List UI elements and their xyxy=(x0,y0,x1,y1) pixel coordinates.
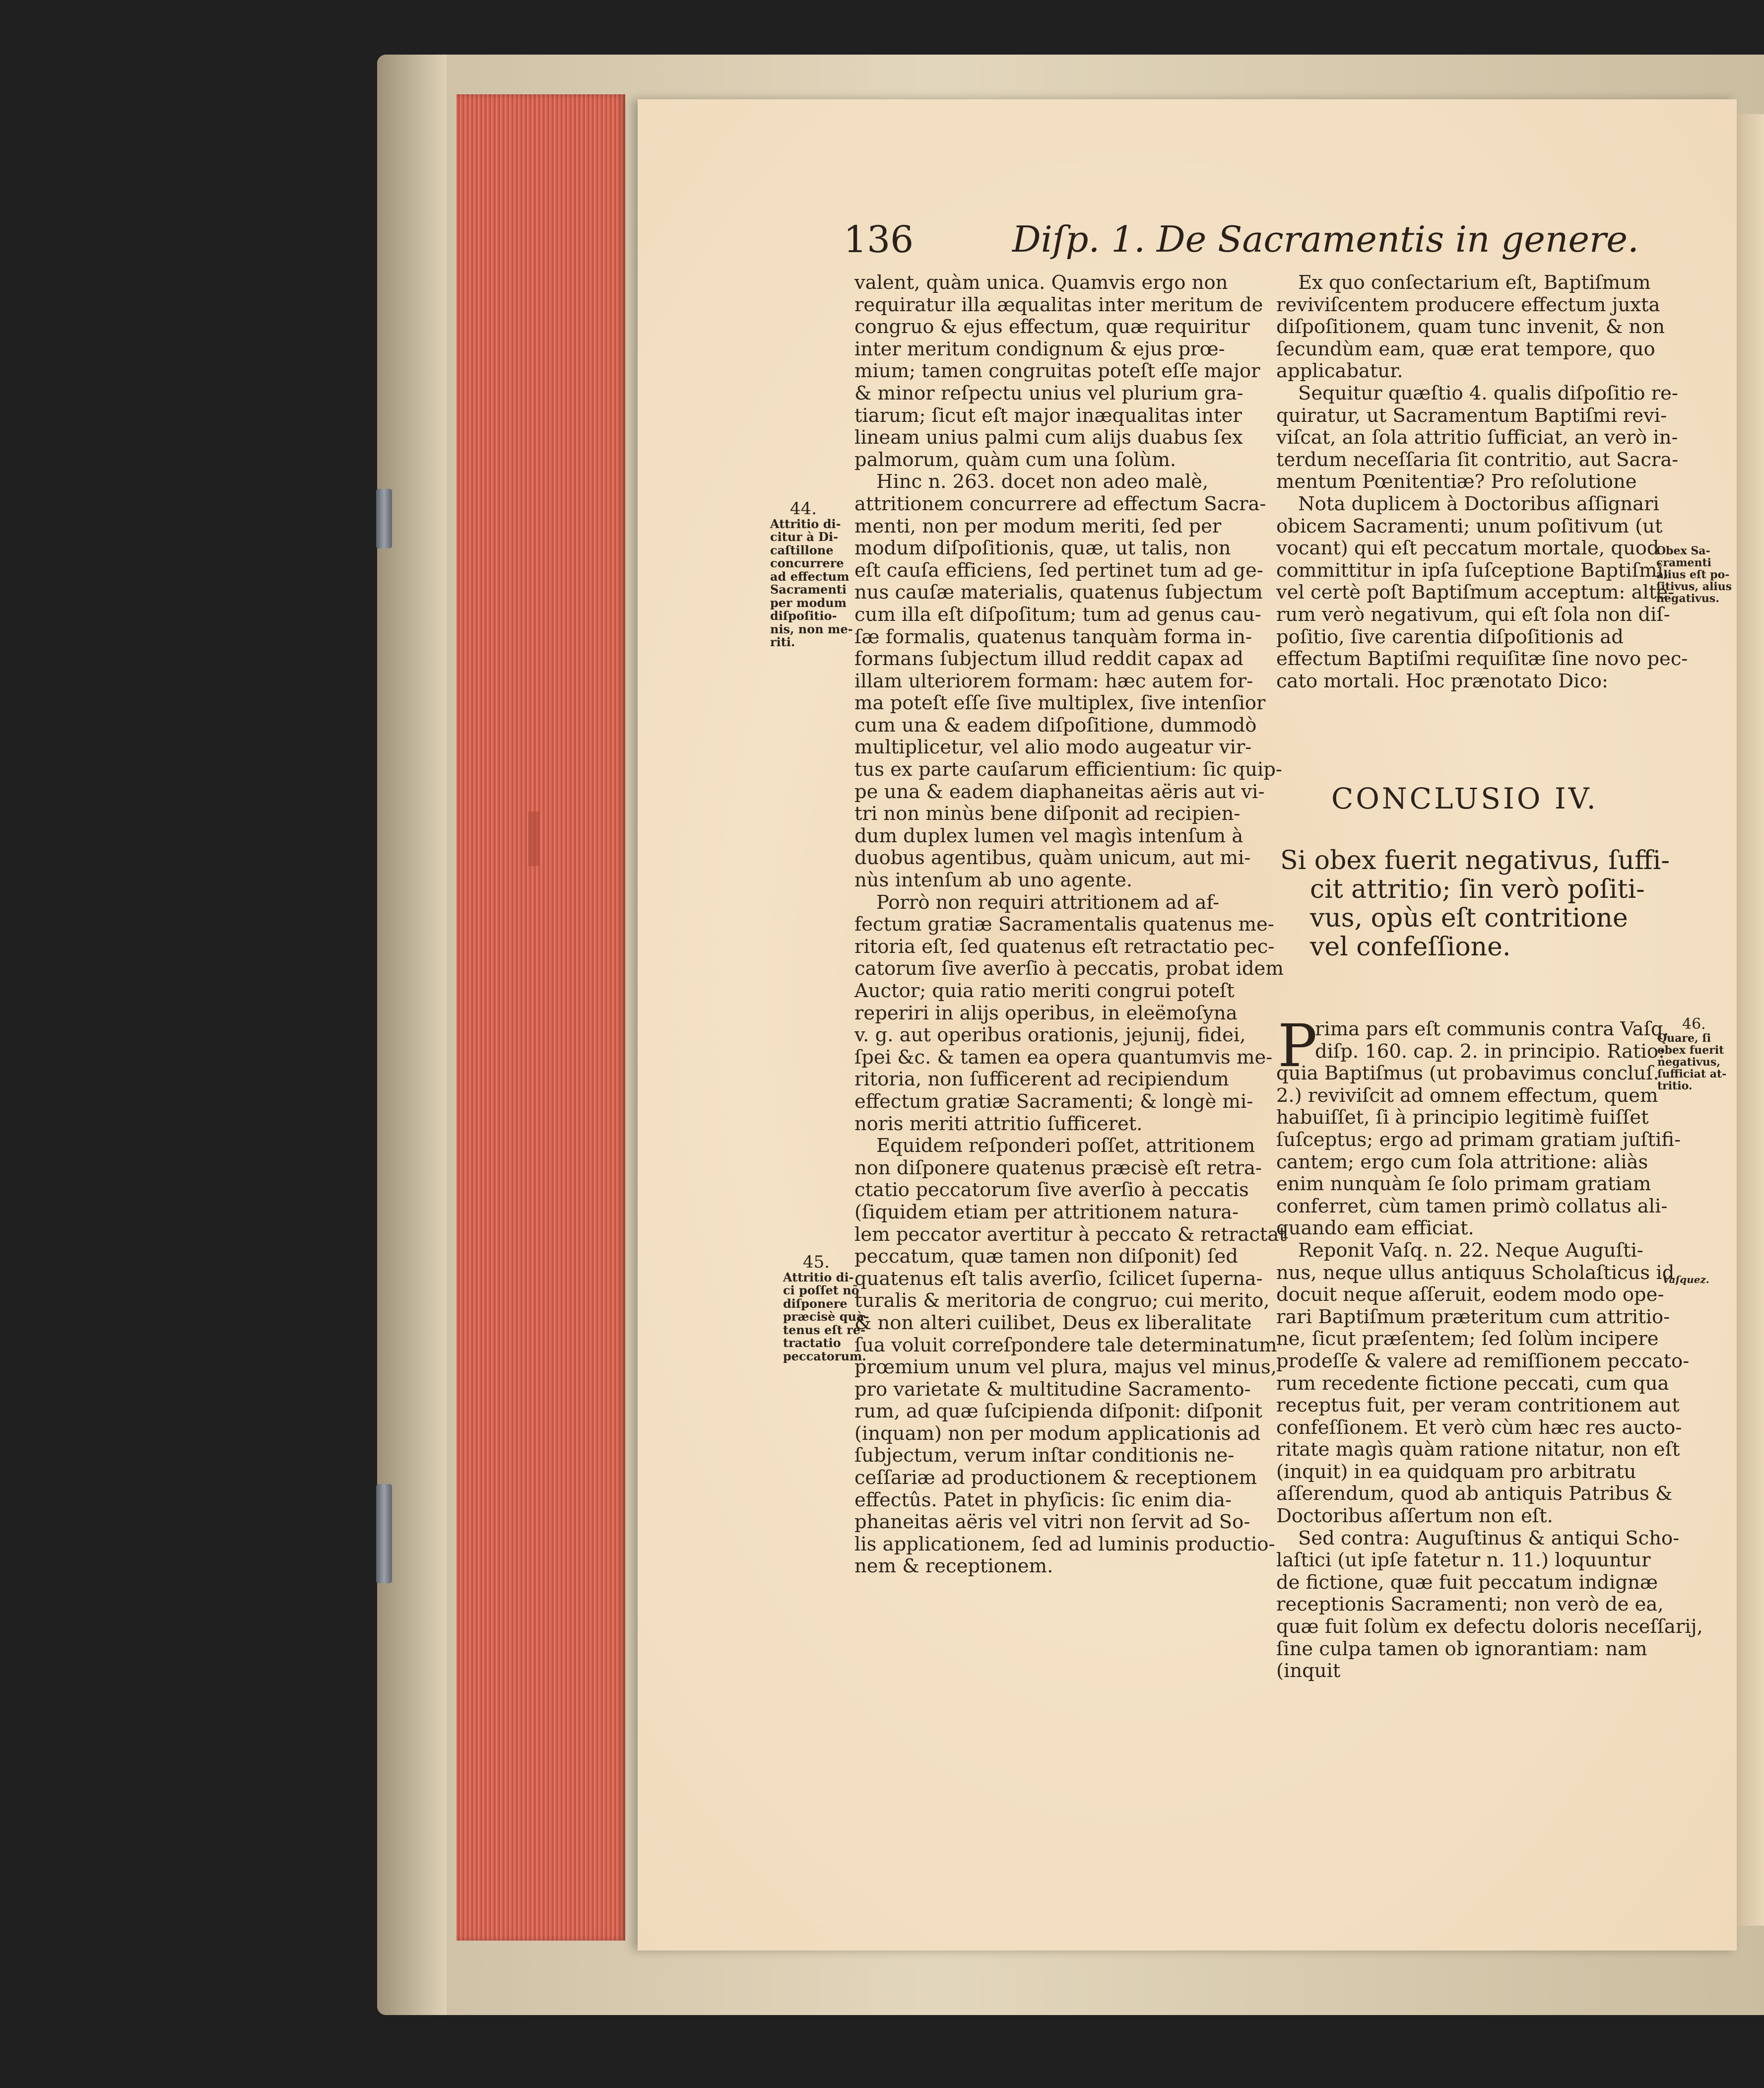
text-line: cum illa eſt diſpoſitum; tum ad genus cau- xyxy=(854,603,1261,626)
text-line: ritoria eſt, ſed quatenus eſt retractatio pec- xyxy=(854,935,1275,958)
text-line: catorum ſive averſio à peccatis, probat idem xyxy=(854,957,1284,980)
left-column xyxy=(854,271,1287,1578)
text-line: mium; tamen congruitas poteſt eſſe major xyxy=(854,360,1260,383)
text-line: receptus fuit, per veram contritionem aut xyxy=(1276,1394,1680,1417)
marginal-line: Obex Sa- xyxy=(1656,544,1710,557)
conclusio-heading: CONCLUSIO IV. xyxy=(1331,782,1598,815)
marginal-line: peccatorum. xyxy=(783,1348,866,1363)
marginal-note-obex xyxy=(1656,545,1732,605)
text-line: non diſponere quatenus præcisè eſt retra- xyxy=(854,1156,1262,1179)
text-line: cantem; ergo cum ſola attritione: aliàs xyxy=(1276,1150,1648,1173)
text-line: inter meritum condignum & ejus prœ- xyxy=(854,337,1225,360)
page-number: 136 xyxy=(844,218,914,261)
marginal-line: alius eſt po- xyxy=(1656,568,1730,581)
marginal-line: citur à Di- xyxy=(770,530,839,544)
text-line: turalis & meritoria de congruo; cui merito, xyxy=(854,1289,1270,1312)
text-line: vus, opùs eſt contritione xyxy=(1310,903,1628,933)
text-line: effectum Baptiſmi requiſitæ ſine novo pec- xyxy=(1276,648,1688,671)
text-line: modum diſpoſitionis, quæ, ut talis, non xyxy=(854,537,1231,560)
text-line: rari Baptiſmum præteritum cum attritio- xyxy=(1276,1305,1670,1328)
marginal-line: ad effectum xyxy=(770,569,849,584)
text-line: rum, ad quæ ſuſcipienda diſponit: diſponit xyxy=(854,1400,1262,1423)
marginal-line: præcisè quà- xyxy=(783,1309,869,1324)
text-line: (inquit) in ea quidquam pro arbitratu xyxy=(1276,1460,1636,1483)
text-line: ſecundùm eam, quæ erat tempore, quo xyxy=(1276,337,1655,360)
text-line: lineam unius palmi cum alijs duabus ſex xyxy=(854,426,1243,449)
marginal-line: Sacramenti xyxy=(770,582,847,597)
marginal-note-vasquez xyxy=(1662,1273,1709,1286)
text-line: Sequitur quæſtio 4. qualis diſpoſitio re- xyxy=(1298,382,1678,404)
marginal-line: diſponere xyxy=(783,1296,848,1311)
text-line: illam ulteriorem formam: hæc autem for- xyxy=(854,670,1253,692)
text-line: v. g. aut operibus orationis, jejunij, fidei, xyxy=(854,1024,1246,1047)
marginal-note-45 xyxy=(783,1252,869,1363)
marginal-line: per modum xyxy=(770,595,847,610)
marginal-line: Vaſquez. xyxy=(1662,1274,1709,1285)
text-line: nus cauſæ materialis, quatenus ſubjectum xyxy=(854,581,1263,604)
text-line: ne, ſicut præſentem; ſed ſolùm incipere xyxy=(1276,1328,1659,1350)
text-line: mentum Pœnitentiæ? Pro reſolutione xyxy=(1276,471,1637,493)
text-line: lem peccator avertitur à peccato & retractat xyxy=(854,1223,1287,1246)
edge-mark xyxy=(528,811,539,866)
marginal-note-44 xyxy=(770,499,853,649)
text-line: dum duplex lumen vel magìs intenſum à xyxy=(854,824,1243,847)
text-line: Reponit Vaſq. n. 22. Neque Auguſti- xyxy=(1298,1239,1643,1262)
running-head xyxy=(844,218,1639,263)
text-line: cum una & eadem diſpoſitione, dummodò xyxy=(854,714,1257,737)
text-line: Equidem reſponderi poſſet, attritionem xyxy=(876,1135,1255,1157)
marginal-number: 46. xyxy=(1682,1015,1706,1033)
text-line: Sed contra: Auguſtinus & antiqui Scho- xyxy=(1298,1527,1680,1549)
text-line: peccatum, quæ tamen non diſponit) ſed xyxy=(854,1245,1238,1268)
red-page-edges xyxy=(457,94,625,1941)
text-line: Doctoribus aſſertum non eſt. xyxy=(1276,1505,1553,1528)
text-line: ſpei &c. & tamen ea opera quantumvis me- xyxy=(854,1046,1273,1069)
text-line: nus, neque ullus antiquus Scholaſticus id xyxy=(1276,1261,1675,1284)
marginal-line: ci poſſet nõ xyxy=(783,1283,859,1297)
text-line: phaneitas aëris vel vitri non ſervit ad So- xyxy=(854,1511,1250,1534)
text-line: conferret, cùm tamen primò collatus ali- xyxy=(1276,1195,1668,1217)
text-line: quando eam efficiat. xyxy=(1276,1217,1474,1240)
text-line: pe una & eadem diaphaneitas aëris aut vi- xyxy=(854,780,1265,803)
text-line: nem & receptionem. xyxy=(854,1555,1053,1578)
text-line: (ſiquidem etiam per attritionem natura- xyxy=(854,1201,1239,1223)
text-line: quæ fuit ſolùm ex defectu doloris neceſſarij, xyxy=(1276,1616,1703,1638)
text-line: cato mortali. Hoc prænotato Dico: xyxy=(1276,670,1608,692)
text-line: & non alteri cuilibet, Deus ex liberalitate xyxy=(854,1311,1252,1334)
text-line: viſcat, an ſola attritio ſufficiat, an verò in- xyxy=(1276,426,1678,449)
text-line: committitur in ipſa ſuſceptione Baptiſmi, xyxy=(1276,559,1670,582)
text-line: tiarum; ſicut eſt major inæqualitas inter xyxy=(854,404,1242,427)
text-line: habuiſſet, ſi à principio legitimè fuiſſet xyxy=(1276,1106,1649,1129)
text-line: formans ſubjectum illud reddit capax ad xyxy=(854,648,1243,671)
text-line: Auctor; quia ratio meriti congrui poteſt xyxy=(854,980,1235,1002)
text-line: congruo & ejus effectum, quæ requiritur xyxy=(854,316,1250,338)
text-line: reperiri in alijs operibus, in eleëmoſyna xyxy=(854,1002,1238,1024)
text-line: & minor reſpectu unius vel plurium gra- xyxy=(854,382,1243,404)
text-line: tri non minùs bene diſponit ad recipien- xyxy=(854,803,1241,825)
marginal-line: ſufficiat at- xyxy=(1657,1068,1727,1080)
text-line: reviviſcentem producere effectum juxta xyxy=(1276,293,1660,316)
text-line: Hinc n. 263. docet non adeo malè, xyxy=(876,471,1209,493)
drop-cap: P xyxy=(1278,1011,1317,1080)
marginal-line: negativus. xyxy=(1656,592,1719,605)
text-line: ritate magìs quàm ratione nitatur, non eſt xyxy=(1276,1438,1680,1461)
text-line: ſua voluit correſpondere tale determinatum xyxy=(854,1334,1277,1356)
text-line: vel confeſſione. xyxy=(1310,932,1511,962)
running-title: Diſp. 1. De Sacramentis in genere. xyxy=(1012,218,1639,260)
text-line: ſæ formalis, quatenus tanquàm forma in- xyxy=(854,625,1252,648)
marginal-line: caſtillone xyxy=(770,542,834,557)
text-line: ctatio peccatorum ſive averſio à peccatis xyxy=(854,1179,1249,1202)
text-line: applicabatur. xyxy=(1276,360,1403,383)
text-line: ritoria, non ſufficerent ad recipiendum xyxy=(854,1068,1229,1091)
clasp-upper xyxy=(376,489,392,548)
text-line: docuit neque aſſeruit, eodem modo ope- xyxy=(1276,1283,1664,1306)
marginal-line: Quare, ſi xyxy=(1657,1032,1711,1045)
text-line: ma poteſt eſſe ſive multiplex, ſive intenſior xyxy=(854,692,1266,715)
text-line: (inquit xyxy=(1276,1660,1341,1683)
text-line: requiratur illa æqualitas inter meritum de xyxy=(854,293,1263,316)
text-line: nùs intenſum ab uno agente. xyxy=(854,869,1133,892)
text-line: noris meriti attritio ſufficeret. xyxy=(854,1112,1143,1135)
text-line: rum recedente fictione peccati, cum qua xyxy=(1276,1372,1669,1395)
text-line: vel certè poſt Baptiſmum acceptum: alte- xyxy=(1276,581,1675,604)
text-line: rima pars eſt communis contra Vaſq. xyxy=(1315,1018,1669,1040)
text-line: effectûs. Patet in phyſicis: ſic enim dia- xyxy=(854,1488,1232,1511)
text-line: poſitio, ſive carentia diſpoſitionis ad xyxy=(1276,625,1624,648)
text-line: vocant) qui eſt peccatum mortale, quod xyxy=(1276,537,1659,560)
text-line: confeſſionem. Et verò cùm hæc res aucto- xyxy=(1276,1416,1682,1439)
text-line: receptionis Sacramenti; non verò de ea, xyxy=(1276,1593,1664,1616)
text-line: cit attritio; ſin verò poſiti- xyxy=(1310,875,1645,904)
text-line: lis applicationem, ſed ad luminis productio- xyxy=(854,1533,1275,1555)
text-line: enim nunquàm ſe ſolo primam gratiam xyxy=(1276,1173,1651,1196)
text-line: ceſſariæ ad productionem & receptionem xyxy=(854,1467,1257,1489)
marginal-line: riti. xyxy=(770,635,795,649)
text-line: ſine culpa tamen ob ignorantiam: nam xyxy=(1276,1637,1647,1660)
text-line: prœmium unum vel plura, majus vel minus, xyxy=(854,1356,1277,1379)
marginal-line: negativus, xyxy=(1657,1056,1720,1069)
text-line: Si obex fuerit negativus, ſuffi- xyxy=(1280,846,1670,876)
text-line: pro varietate & multitudine Sacramento- xyxy=(854,1378,1251,1401)
text-line: (inquam) non per modum applicationis ad xyxy=(854,1422,1261,1445)
text-line: Porrò non requiri attritionem ad af- xyxy=(876,891,1220,914)
text-line: eſt cauſa efficiens, ſed pertinet tum ad ge- xyxy=(854,559,1263,582)
text-line: obicem Sacramenti; unum poſitivum (ut xyxy=(1276,515,1663,538)
text-line: diſpoſitionem, quam tunc invenit, & non xyxy=(1276,316,1665,338)
text-line: Nota duplicem à Doctoribus aſſignari xyxy=(1298,492,1659,515)
marginal-line: cramenti xyxy=(1656,556,1712,569)
marginal-line: concurrere xyxy=(770,556,844,570)
marginal-line: nis, non me- xyxy=(770,621,853,636)
text-line: valent, quàm unica. Quamvis ergo non xyxy=(854,271,1228,294)
text-line: diſp. 160. cap. 2. in principio. Ratio: xyxy=(1315,1040,1665,1063)
marginal-line: Attritio di- xyxy=(770,516,841,531)
text-line: laſtici (ut ipſe fatetur n. 11.) loquuntur xyxy=(1276,1549,1651,1572)
text-line: prodeſſe & valere ad remiſſionem peccato- xyxy=(1276,1349,1690,1372)
marginal-note-46 xyxy=(1657,1015,1727,1092)
text-line: fectum gratiæ Sacramentalis quatenus me- xyxy=(854,913,1274,936)
marginal-line: tenus eſt re- xyxy=(783,1322,866,1337)
text-line: quia Baptiſmus (ut probavimus concluſ. xyxy=(1276,1062,1659,1085)
text-line: tus ex parte cauſarum efficientium: ſic quip- xyxy=(854,758,1282,781)
text-line: duobus agentibus, quàm unicum, aut mi- xyxy=(854,847,1251,870)
text-line: quatenus eſt talis averſio, ſcilicet ſuperna- xyxy=(854,1267,1263,1290)
marginal-line: tractatio xyxy=(783,1336,841,1350)
text-line: de fictione, quæ fuit peccatum indignæ xyxy=(1276,1571,1658,1594)
text-line: aſſerendum, quod ab antiquis Patribus & xyxy=(1276,1482,1673,1505)
text-line: quiratur, ut Sacramentum Baptiſmi revi- xyxy=(1276,404,1667,427)
text-line: ſuſceptus; ergo ad primam gratiam juſtifi- xyxy=(1276,1128,1681,1151)
clasp-lower xyxy=(376,1484,392,1583)
marginal-line: ſitivus, alius xyxy=(1656,580,1732,593)
marginal-number: 45. xyxy=(803,1252,830,1272)
marginal-line: diſpoſitio- xyxy=(770,608,837,623)
marginal-line: tritio. xyxy=(1657,1079,1693,1092)
text-line: Ex quo conſectarium eſt, Baptiſmum xyxy=(1298,271,1651,294)
text-line: attritionem concurrere ad effectum Sacra- xyxy=(854,492,1266,515)
marginal-line: Attritio di- xyxy=(783,1270,854,1284)
text-line: menti, non per modum meriti, ſed per xyxy=(854,515,1222,538)
text-line: rum verò negativum, qui eſt ſola non diſ- xyxy=(1276,603,1670,626)
marginal-line: obex fuerit xyxy=(1657,1044,1724,1057)
text-line: multiplicetur, vel alio modo augeatur vir- xyxy=(854,736,1252,759)
conclusio-statement xyxy=(1280,846,1670,962)
text-line: terdum neceſſaria ſit contritio, aut Sacra- xyxy=(1276,448,1679,471)
text-line: ſubjectum, verum inſtar conditionis ne- xyxy=(854,1444,1235,1467)
marginal-number: 44. xyxy=(790,499,817,519)
text-line: 2.) reviviſcit ad omnem effectum, quem xyxy=(1276,1084,1658,1107)
book-spine xyxy=(377,55,447,2015)
text-line: effectum gratiæ Sacramenti; & longè mi- xyxy=(854,1090,1253,1113)
text-line: palmorum, quàm cum una ſolùm. xyxy=(854,448,1176,471)
